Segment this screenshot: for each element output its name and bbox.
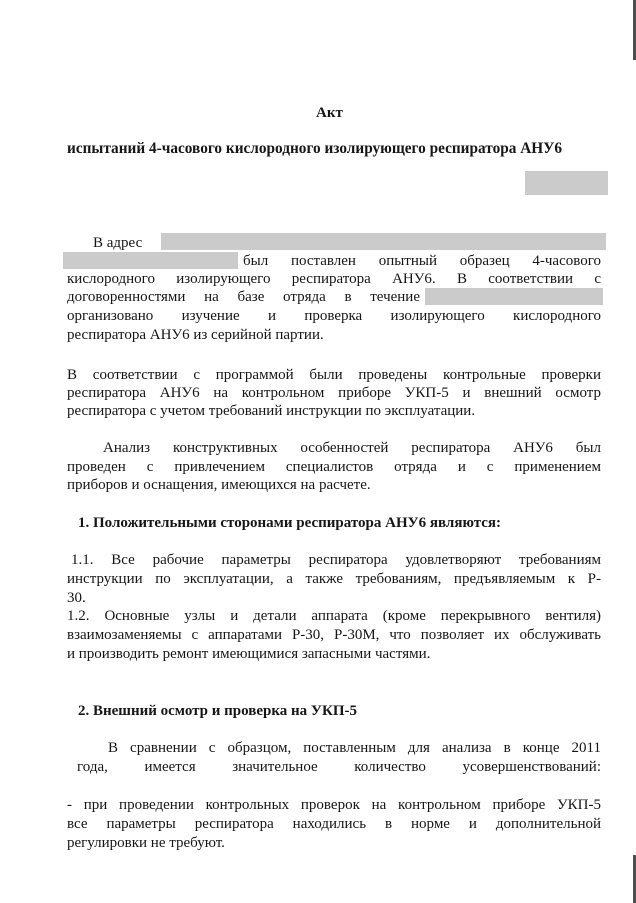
section2-heading: 2. Внешний осмотр и проверка на УКП-5	[78, 703, 357, 719]
section2-p1-line-2: года, имеется значительное количество усовершенствований:	[77, 759, 601, 775]
p2-line-1: В соответствии с программой были проведены контрольные проверки	[67, 367, 601, 383]
p2-line-2: респиратора АНУ6 на контрольном приборе УКП-5 и внешний осмотр	[67, 385, 601, 401]
redacted-address-1	[161, 233, 606, 250]
redacted-address-2	[63, 252, 238, 269]
redacted-block	[525, 171, 608, 195]
document-title: Акт	[316, 105, 343, 121]
redacted-period	[425, 288, 603, 305]
section1-item2-line-2: взаимозаменяемы с аппаратами Р-30, Р-30М, что позволяет их обслуживать	[67, 627, 601, 643]
section2-p2-line-3: регулировки не требуют.	[67, 835, 225, 851]
section1-item1-line-2: инструкции по эксплуатации, а также требованиям, предъявляемым к Р-	[67, 571, 601, 587]
p1-line-5: организовано изучение и проверка изолирующего кислородного	[67, 308, 601, 324]
p3-line-2: проведен с привлечением специалистов отряда и с применением	[67, 459, 601, 475]
p1-line-4: договоренностями на базе отряда в течение	[67, 289, 420, 305]
p1-line-1: В адрес	[93, 235, 143, 251]
section2-p2-line-1: - при проведении контрольных проверок на контрольном приборе УКП-5	[67, 797, 601, 813]
p3-line-1: Анализ конструктивных особенностей респиратора АНУ6 был	[103, 440, 601, 456]
section1-item1-line-3: 30.	[67, 590, 86, 606]
p3-line-3: приборов и оснащения, имеющихся на расчете.	[67, 477, 371, 493]
section1-item2-line-1: 1.2. Основные узлы и детали аппарата (кроме перекрывного вентиля)	[67, 608, 601, 624]
p2-line-3: респиратора с учетом требований инструкции по эксплуатации.	[67, 403, 476, 419]
section2-p1-line-1: В сравнении с образцом, поставленным для анализа в конце 2011	[108, 740, 601, 756]
section1-item2-line-3: и производить ремонт имеющимися запасными частями.	[67, 646, 431, 662]
section1-heading: 1. Положительными сторонами респиратора АНУ6 являются:	[78, 515, 502, 531]
p1-line-6: респиратора АНУ6 из серийной партии.	[67, 327, 324, 343]
document-subtitle: испытаний 4-часового кислородного изолирующего респиратора АНУ6	[67, 140, 563, 157]
p1-line-3: кислородного изолирующего респиратора АНУ6. В соответствии с	[67, 271, 601, 287]
p1-line-2: был поставлен опытный образец 4-часового	[243, 253, 601, 269]
section1-item1-line-1: 1.1. Все рабочие параметры респиратора удовлетворяют требованиям	[71, 552, 601, 568]
section2-p2-line-2: все параметры респиратора находились в норме и дополнительной	[67, 816, 601, 832]
